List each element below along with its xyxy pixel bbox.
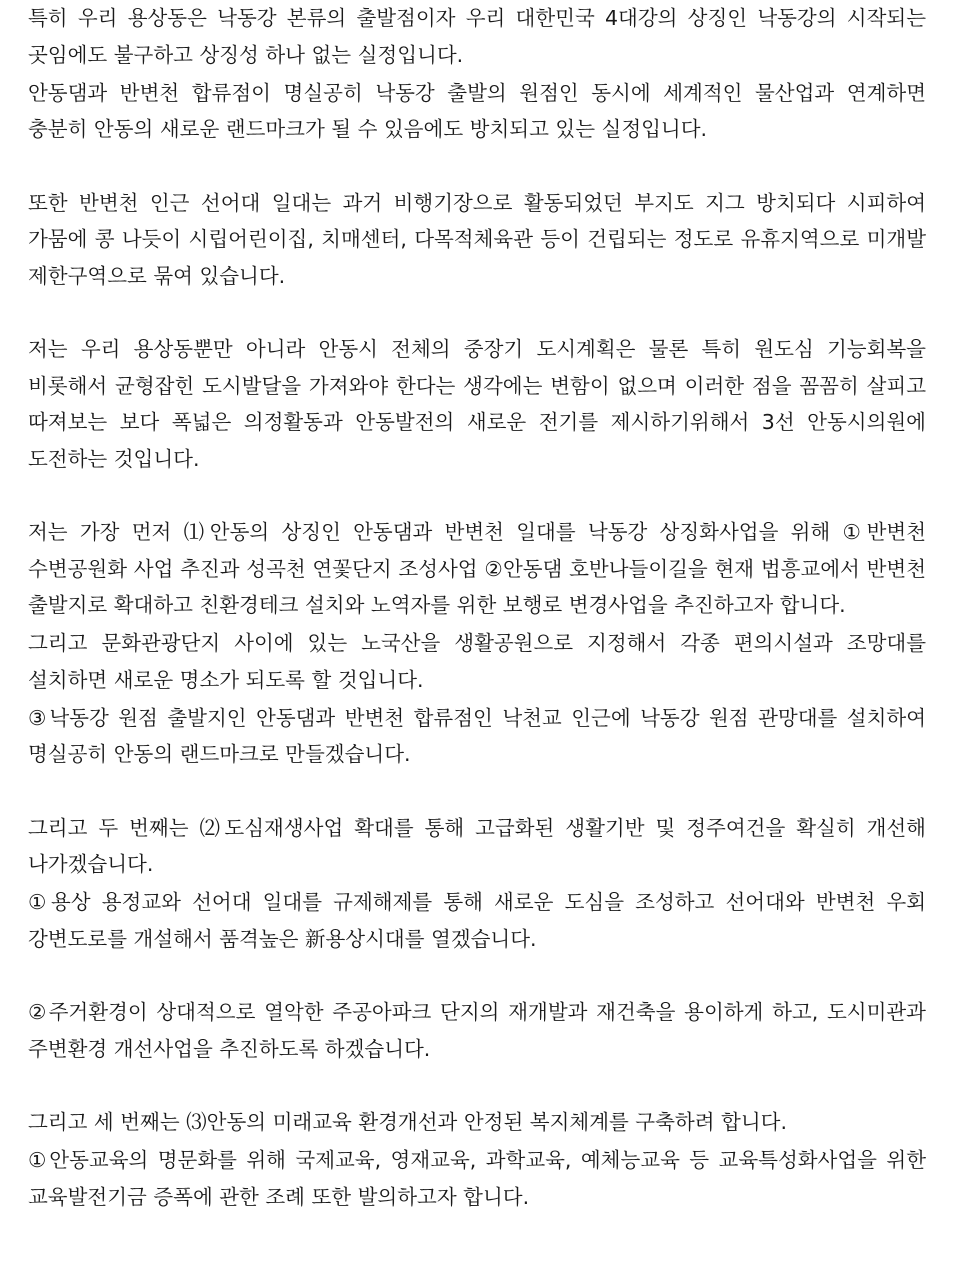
- paragraph-9: ①용상 용정교와 선어대 일대를 규제해제를 통해 새로운 도심을 조성하고 선어대와 반변천 우회 강변도로를 개설해서 품격높은 新용상시대를 열겠습니다.: [28, 890, 926, 951]
- blank-line: [28, 148, 926, 185]
- paragraph-11: 그리고 세 번째는 ⑶안동의 미래교육 환경개선과 안정된 복지체계를 구축하려 합니다.: [28, 1110, 787, 1134]
- paragraph-2: 안동댐과 반변천 합류점이 명실공히 낙동강 출발의 원점인 동시에 세계적인 물산업과 연계하면 충분히 안동의 새로운 랜드마크가 될 수 있음에도 방치되고 있는 실정입니다.: [28, 80, 926, 141]
- paragraph-8: 그리고 두 번째는 ⑵도심재생사업 확대를 통해 고급화된 생활기반 및 정주여건을 확실히 개선해 나가겠습니다.: [28, 815, 926, 876]
- paragraph-12: ①안동교육의 명문화를 위해 국제교육, 영재교육, 과학교육, 예체능교육 등 교육특성화사업을 위한 교육발전기금 증폭에 관한 조례 또한 발의하고자 합니다.: [28, 1148, 926, 1209]
- paragraph-10: ②주거환경이 상대적으로 열악한 주공아파크 단지의 재개발과 재건축을 용이하게 하고, 도시미관과 주변환경 개선사업을 추진하도록 하겠습니다.: [28, 1000, 926, 1061]
- blank-line: [28, 957, 926, 994]
- paragraph-5: 저는 가장 먼저 ⑴안동의 상징인 안동댐과 반변천 일대를 낙동강 상징화사업을 위해 ①반변천 수변공원화 사업 추진과 성곡천 연꽃단지 조성사업 ②안동댐 호반나들이길을 현재 법흥교에서 반변천 출발지로 확대하고 친환경테크 설치와 노역자를 위한 보행로 변경사업을 추진하고자 합니다.: [28, 520, 926, 617]
- document-page: [28, 0, 926, 1215]
- blank-line: [28, 477, 926, 514]
- blank-line: [28, 294, 926, 331]
- paragraph-3: 또한 반변천 인근 선어대 일대는 과거 비행기장으로 활동되었던 부지도 지그 방치되다 시피하여 가뭄에 콩 나듯이 시립어린이집, 치매센터, 다목적체육관 등이 건립되는 정도로 유휴지역으로 미개발 제한구역으로 묶여 있습니다.: [28, 190, 926, 288]
- paragraph-1: 특히 우리 용상동은 낙동강 본류의 출발점이자 우리 대한민국 4대강의 상징인 낙동강의 시작되는 곳임에도 불구하고 상징성 하나 없는 실정입니다.: [28, 6, 926, 67]
- paragraph-6: 그리고 문화관광단지 사이에 있는 노국산을 생활공원으로 지정해서 각종 편의시설과 조망대를 설치하면 새로운 명소가 되도록 할 것입니다.: [28, 631, 926, 692]
- paragraph-4: 저는 우리 용상동뿐만 아니라 안동시 전체의 중장기 도시계획은 물론 특히 원도심 기능회복을 비롯해서 균형잡힌 도시발달을 가져와야 한다는 생각에는 변함이 없으며 이러한 점을 꼼꼼히 살피고 따져보는 보다 폭넓은 의정활동과 안동발전의 새로운 전기를 제시하기위해서 3선 안동시의원에 도전하는 것입니다.: [28, 337, 926, 471]
- paragraph-7: ③낙동강 원점 출발지인 안동댐과 반변천 합류점인 낙천교 인근에 낙동강 원점 관망대를 설치하여 명실공히 안동의 랜드마크로 만들겠습니다.: [28, 705, 926, 766]
- blank-line: [28, 773, 926, 810]
- blank-line: [28, 1067, 926, 1104]
